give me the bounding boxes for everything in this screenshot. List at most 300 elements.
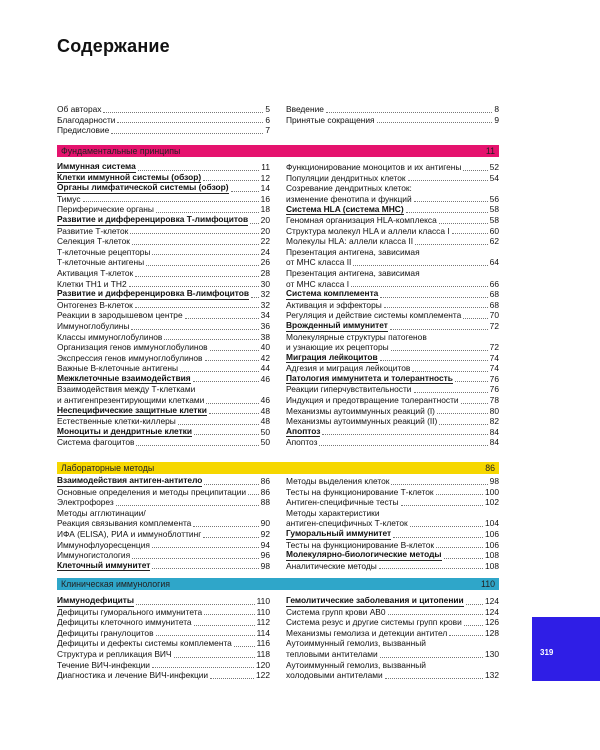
toc-entry[interactable]	[286, 395, 499, 406]
toc-heading[interactable]	[57, 476, 270, 487]
toc-entry[interactable]	[286, 487, 499, 498]
toc-entry[interactable]	[57, 628, 270, 639]
toc-entry-page: 72	[489, 342, 499, 353]
toc-entry-title: и узнающие их рецепторы	[286, 342, 389, 353]
toc-entry[interactable]	[57, 247, 270, 258]
toc-entry-title: Структура и репликация ВИЧ	[57, 648, 172, 659]
toc-entry-title: Апоптоз	[286, 437, 318, 448]
toc-entry[interactable]	[57, 617, 270, 628]
toc-entry[interactable]	[286, 561, 499, 572]
toc-entry-title: Антиген-специфичные тесты	[286, 497, 399, 508]
toc-entry-title: Популяции дендритных клеток	[286, 172, 406, 183]
toc-heading[interactable]	[57, 561, 270, 572]
toc-entry[interactable]	[57, 487, 270, 498]
dot-leader	[319, 445, 487, 446]
toc-entry-title: от MHC класса I	[286, 278, 350, 289]
toc-entry[interactable]	[286, 226, 499, 237]
toc-entry-page: 12	[260, 172, 270, 183]
toc-entry-title: Аутоиммунный гемолиз, вызванный	[286, 659, 426, 670]
dot-leader	[322, 434, 487, 435]
toc-entry-page: 58	[489, 214, 499, 225]
toc-entry[interactable]	[286, 173, 499, 184]
section-title: Лабораторные методы	[61, 463, 155, 473]
dot-leader	[178, 424, 259, 425]
toc-entry-page: 122	[256, 670, 270, 681]
toc-entry-title: Взаимодействия между Т-клетками	[57, 384, 196, 395]
toc-entry-title: Презентация антигена, зависимая	[286, 246, 420, 257]
toc-entry-title: Система HLA (система MHC)	[286, 203, 404, 214]
section-band-fundamentals[interactable]	[57, 145, 499, 157]
toc-entry-page: 11	[261, 162, 270, 172]
toc-entry-page: 18	[260, 204, 270, 215]
toc-entry-page: 46	[260, 395, 270, 406]
toc-entry[interactable]	[57, 332, 270, 343]
toc-entry-page: 124	[485, 606, 499, 617]
dot-leader	[436, 547, 483, 548]
toc-entry-title: антиген-специфичных Т-клеток	[286, 518, 408, 529]
toc-entry-page: 16	[260, 193, 270, 204]
toc-entry-title: Онтогенез В-клеток	[57, 299, 133, 310]
toc-entry-title: тепловыми антителами	[286, 648, 378, 659]
toc-entry-title: Течение ВИЧ-инфекции	[57, 659, 150, 670]
toc-entry-title: Иммунодефициты	[57, 595, 135, 606]
dot-leader	[401, 505, 483, 506]
toc-entry-title: Презентация антигена, зависимая	[286, 267, 420, 278]
toc-entry-page: 98	[489, 476, 499, 486]
toc-entry-page: 112	[256, 617, 270, 628]
toc-entry-title: изменение фенотипа и функций	[286, 193, 412, 204]
dot-leader	[380, 297, 487, 298]
toc-entry-page: 102	[485, 497, 499, 508]
toc-entry-page: 30	[260, 278, 270, 289]
toc-entry-page: 92	[260, 528, 270, 539]
toc-heading[interactable]	[286, 529, 499, 540]
toc-entry-page: 124	[485, 596, 499, 606]
toc-entry-page: 100	[485, 486, 499, 497]
toc-entry[interactable]	[286, 115, 499, 126]
toc-entry[interactable]	[57, 607, 270, 618]
toc-entry[interactable]	[57, 226, 270, 237]
toc-entry-page: 20	[260, 225, 270, 236]
toc-entry-title: Индукция и предотвращение толерантности	[286, 395, 459, 406]
dot-leader	[437, 413, 488, 414]
toc-heading[interactable]	[286, 289, 499, 300]
toc-entry-page: 28	[260, 267, 270, 278]
dot-leader	[449, 635, 483, 636]
toc-entry-title: Методы характеристики	[286, 507, 380, 518]
dot-leader	[164, 339, 258, 340]
toc-heading[interactable]	[286, 204, 499, 215]
toc-entry-title: Геномная организация HLA-комплекса	[286, 214, 437, 225]
toc-heading[interactable]	[286, 550, 499, 561]
toc-entry-page: 132	[485, 670, 499, 681]
toc-entry-page: 14	[260, 183, 270, 194]
toc-heading[interactable]	[57, 596, 270, 607]
toc-entry-page: 68	[489, 289, 499, 300]
dot-leader	[116, 505, 259, 506]
toc-entry-page: 64	[489, 257, 499, 268]
toc-entry-page: 120	[256, 659, 270, 670]
toc-entry-title: Молекулярно-биологические методы	[286, 549, 442, 560]
toc-entry-title: Иммуногистология	[57, 550, 131, 561]
dot-leader	[436, 494, 483, 495]
toc-entry[interactable]	[57, 353, 270, 364]
dot-leader	[415, 244, 488, 245]
dot-leader	[414, 201, 488, 202]
toc-entry[interactable]	[286, 628, 499, 639]
toc-entry[interactable]	[286, 162, 499, 173]
toc-entry-title: Система групп крови AB0	[286, 606, 386, 617]
dot-leader	[412, 371, 487, 372]
toc-entry-title: холодовыми антителами	[286, 670, 383, 681]
toc-entry-title: Клетки иммунной системы (обзор)	[57, 171, 202, 182]
toc-entry-title: Иммунная система	[57, 161, 136, 172]
front-matter-left	[57, 104, 270, 136]
page-title: Содержание	[57, 36, 170, 56]
toc-heading[interactable]	[57, 183, 270, 194]
toc-entry-title: Молекулярные структуры патогенов	[286, 331, 427, 342]
dot-leader	[156, 635, 255, 636]
toc-entry-title: Тимус	[57, 193, 81, 204]
toc-entry-page: 70	[489, 310, 499, 321]
dot-leader	[384, 307, 488, 308]
toc-entry[interactable]	[286, 247, 499, 258]
toc-entry[interactable]	[286, 497, 499, 508]
toc-entry[interactable]	[57, 194, 270, 205]
dot-leader	[193, 526, 258, 527]
toc-entry-page: 50	[260, 437, 270, 448]
dot-leader	[461, 403, 488, 404]
toc-entry[interactable]	[286, 104, 499, 115]
toc-entry-title: Механизмы аутоиммунных реакций (II)	[286, 416, 438, 427]
toc-entry-title: Об авторах	[57, 104, 102, 114]
dot-leader	[391, 484, 487, 485]
toc-entry[interactable]	[286, 508, 499, 519]
toc-entry[interactable]	[286, 300, 499, 311]
section-band-lab-methods[interactable]	[57, 462, 499, 474]
toc-entry-title: Механизмы аутоиммунных реакций (I)	[286, 405, 435, 416]
toc-entry-page: 7	[265, 125, 270, 136]
toc-entry-title: Регуляция и действие системы комплемента	[286, 310, 462, 321]
toc-entry-title: Система резус и другие системы групп крови	[286, 617, 462, 628]
toc-entry-title: Активация и эффекторы	[286, 299, 382, 310]
dot-leader	[326, 112, 492, 113]
toc-heading[interactable]	[57, 162, 270, 173]
toc-entry-title: Электрофорез	[57, 497, 114, 508]
toc-entry[interactable]	[57, 125, 270, 136]
toc-entry-title: Органы лимфатической системы (обзор)	[57, 182, 229, 193]
toc-entry-page: 74	[489, 363, 499, 374]
toc-heading[interactable]	[286, 353, 499, 364]
dot-leader	[152, 254, 258, 255]
toc-entry-page: 34	[260, 310, 270, 321]
toc-entry-title: Реакции гиперчувствительности	[286, 384, 412, 395]
toc-entry-title: Механизмы гемолиза и детекции антител	[286, 627, 448, 638]
toc-entry[interactable]	[57, 236, 270, 247]
toc-entry-title: Благодарности	[57, 114, 116, 125]
toc-entry-page: 84	[489, 426, 499, 437]
toc-entry[interactable]	[57, 321, 270, 332]
toc-entry[interactable]	[286, 236, 499, 247]
dot-leader	[410, 526, 483, 527]
toc-entry-page: 8	[494, 104, 499, 114]
dot-leader	[204, 484, 258, 485]
toc-heading[interactable]	[286, 596, 499, 607]
dot-leader	[129, 286, 259, 287]
dot-leader	[452, 233, 488, 234]
toc-entry-page: 48	[260, 416, 270, 427]
toc-entry-title: Тесты на функционирование Т-клеток	[286, 486, 434, 497]
toc-entry[interactable]	[57, 638, 270, 649]
toc-entry-title: Аутоиммунный гемолиз, вызванный	[286, 638, 426, 649]
toc-entry-title: Созревание дендритных клеток:	[286, 183, 412, 194]
dot-leader	[414, 392, 488, 393]
toc-entry[interactable]	[286, 257, 499, 268]
dot-leader	[204, 614, 255, 615]
section-band-clinical[interactable]	[57, 578, 499, 590]
dot-leader	[251, 297, 259, 298]
section-lab-methods-left	[57, 476, 270, 571]
dot-leader	[135, 276, 258, 277]
toc-entry[interactable]	[286, 638, 499, 649]
toc-entry-page: 5	[265, 104, 270, 114]
toc-entry[interactable]	[57, 104, 270, 115]
toc-entry-page: 110	[256, 606, 270, 617]
toc-entry-title: Иммуноглобулины	[57, 320, 130, 331]
toc-entry[interactable]	[57, 310, 270, 321]
toc-entry[interactable]	[286, 332, 499, 343]
toc-entry-page: 6	[265, 114, 270, 125]
toc-entry-title: Дефициты и дефекты системы комплемента	[57, 638, 232, 649]
toc-entry-title: Патология иммунитета и толерантность	[286, 373, 453, 384]
toc-entry-title: Система фагоцитов	[57, 437, 135, 448]
dot-leader	[132, 558, 259, 559]
toc-entry-page: 86	[260, 476, 270, 486]
dot-leader	[353, 265, 487, 266]
toc-heading[interactable]	[57, 406, 270, 417]
toc-entry-title: Миграция лейкоцитов	[286, 351, 378, 362]
toc-entry-title: Активация Т-клеток	[57, 267, 134, 278]
dot-leader	[351, 286, 488, 287]
toc-entry-page: 24	[260, 246, 270, 257]
dot-leader	[209, 413, 259, 414]
toc-entry[interactable]	[57, 268, 270, 279]
toc-entry[interactable]	[57, 437, 270, 448]
toc-heading[interactable]	[286, 374, 499, 385]
toc-entry-title: Клетки TH1 и TH2	[57, 278, 127, 289]
toc-entry-title: от MHC класса II	[286, 257, 352, 268]
toc-entry-page: 9	[494, 114, 499, 125]
toc-entry[interactable]	[57, 115, 270, 126]
dot-leader	[180, 371, 259, 372]
toc-entry[interactable]	[57, 508, 270, 519]
toc-entry-title: Тесты на функционирование В-клеток	[286, 539, 435, 550]
section-title: Клиническая иммунология	[61, 579, 171, 589]
toc-entry-page: 46	[260, 373, 270, 384]
toc-entry-title: Гемолитические заболевания и цитопении	[286, 595, 464, 606]
dot-leader	[231, 191, 259, 192]
toc-entry-title: Развитие и дифференцировка Т-лимфоцитов	[57, 214, 249, 225]
toc-entry-page: 38	[260, 331, 270, 342]
section-page: 11	[485, 146, 495, 156]
toc-entry[interactable]	[286, 406, 499, 417]
toc-entry-title: Селекция Т-клеток	[57, 236, 130, 247]
toc-entry-page: 118	[256, 648, 270, 659]
toc-heading[interactable]	[57, 289, 270, 300]
dot-leader	[203, 180, 259, 181]
toc-entry-page: 106	[485, 539, 499, 550]
toc-entry-title: Развитие Т-клеток	[57, 225, 129, 236]
dot-leader	[185, 318, 259, 319]
toc-entry[interactable]	[57, 670, 270, 681]
toc-entry[interactable]	[57, 649, 270, 660]
toc-entry-page: 104	[485, 518, 499, 529]
toc-heading[interactable]	[286, 427, 499, 438]
dot-leader	[138, 170, 259, 171]
dot-leader	[152, 547, 259, 548]
toc-entry-page: 128	[485, 627, 499, 638]
toc-entry-title: и антигенпрезентирующими клетками	[57, 395, 205, 406]
toc-entry-title: Дефициты гуморального иммунитета	[57, 606, 203, 617]
toc-entry-title: Врожденный иммунитет	[286, 320, 388, 331]
dot-leader	[393, 537, 483, 538]
toc-entry-page: 74	[489, 352, 499, 363]
dot-leader	[380, 657, 483, 658]
dot-leader	[439, 223, 488, 224]
dot-leader	[248, 494, 259, 495]
toc-entry[interactable]	[57, 300, 270, 311]
toc-entry-page: 76	[489, 384, 499, 395]
dot-leader	[385, 678, 483, 679]
toc-entry-page: 130	[485, 648, 499, 659]
toc-entry-title: Предисловие	[57, 125, 110, 136]
toc-entry-page: 72	[489, 320, 499, 331]
dot-leader	[174, 657, 255, 658]
toc-heading[interactable]	[57, 215, 270, 226]
toc-entry-title: Естественные клетки-киллеры	[57, 416, 176, 427]
dot-leader	[152, 667, 254, 668]
toc-entry-title: Т-клеточные антигены	[57, 257, 145, 268]
toc-entry-page: 106	[485, 528, 499, 539]
toc-entry-title: Методы выделения клеток	[286, 476, 390, 486]
toc-entry-title: Система комплемента	[286, 288, 379, 299]
toc-entry-page: 88	[260, 497, 270, 508]
toc-entry-page: 80	[489, 405, 499, 416]
toc-entry-page: 96	[260, 550, 270, 561]
toc-entry-title: Введение	[286, 104, 324, 114]
dot-leader	[444, 558, 483, 559]
toc-entry-title: Дефициты клеточного иммунитета	[57, 617, 192, 628]
toc-entry[interactable]	[57, 342, 270, 353]
toc-entry[interactable]	[57, 257, 270, 268]
dot-leader	[390, 329, 488, 330]
toc-entry[interactable]	[286, 670, 499, 681]
toc-entry-title: Структура молекул HLA и аллели класса I	[286, 225, 450, 236]
toc-entry-page: 32	[260, 299, 270, 310]
toc-entry[interactable]	[57, 529, 270, 540]
toc-entry[interactable]	[57, 660, 270, 671]
toc-entry-title: Адгезия и миграция лейкоцитов	[286, 363, 411, 374]
toc-entry-title: Гуморальный иммунитет	[286, 528, 392, 539]
toc-entry-title: Организация генов иммуноглобулинов	[57, 342, 208, 353]
dot-leader	[463, 318, 487, 319]
toc-entry-page: 60	[489, 225, 499, 236]
toc-heading[interactable]	[57, 427, 270, 438]
toc-entry[interactable]	[286, 384, 499, 395]
toc-entry[interactable]	[286, 194, 499, 205]
dot-leader	[250, 223, 259, 224]
toc-entry[interactable]	[286, 607, 499, 618]
toc-entry-page: 126	[485, 617, 499, 628]
toc-entry-page: 50	[260, 426, 270, 437]
dot-leader	[111, 133, 263, 134]
toc-entry-page: 66	[489, 278, 499, 289]
toc-entry-page: 42	[260, 352, 270, 363]
toc-entry[interactable]	[57, 540, 270, 551]
toc-entry-page: 62	[489, 236, 499, 247]
toc-entry-page: 22	[260, 236, 270, 247]
toc-heading[interactable]	[286, 321, 499, 332]
page-number: 319	[540, 648, 554, 657]
toc-entry-title: Методы агглютинации/	[57, 507, 146, 518]
toc-heading[interactable]	[57, 374, 270, 385]
toc-entry-title: Функционирование моноцитов и их антигены	[286, 162, 462, 172]
toc-entry-title: Аналитические методы	[286, 560, 377, 571]
toc-entry[interactable]	[286, 649, 499, 660]
toc-entry[interactable]	[286, 215, 499, 226]
dot-leader	[205, 360, 259, 361]
toc-entry-title: Т-клеточные рецепторы	[57, 246, 151, 257]
toc-entry-title: Апоптоз	[286, 426, 321, 437]
dot-leader	[103, 112, 263, 113]
dot-leader	[463, 170, 487, 171]
toc-entry-title: Принятые сокращения	[286, 114, 375, 125]
toc-entry-page: 114	[256, 627, 270, 638]
toc-entry[interactable]	[57, 497, 270, 508]
toc-entry[interactable]	[286, 437, 499, 448]
toc-entry-page: 48	[260, 405, 270, 416]
section-clinical-right	[286, 596, 499, 681]
section-clinical-left	[57, 596, 270, 681]
section-fundamentals-left	[57, 162, 270, 448]
dot-leader	[83, 201, 259, 202]
section-title: Фундаментальные принципы	[61, 146, 181, 156]
section-lab-methods-right	[286, 476, 499, 571]
toc-entry-page: 78	[489, 395, 499, 406]
dot-leader	[136, 604, 255, 605]
toc-entry-page: 56	[489, 193, 499, 204]
toc-entry[interactable]	[286, 476, 499, 487]
dot-leader	[146, 265, 259, 266]
toc-entry[interactable]	[57, 518, 270, 529]
dot-leader	[132, 244, 259, 245]
dot-leader	[408, 180, 488, 181]
toc-entry-title: Важные В-клеточные антигены	[57, 363, 179, 374]
dot-leader	[377, 122, 493, 123]
dot-leader	[203, 537, 258, 538]
toc-entry[interactable]	[286, 183, 499, 194]
toc-entry-title: Взаимодействия антиген-антитело	[57, 475, 203, 486]
toc-entry[interactable]	[57, 384, 270, 395]
toc-entry-page: 98	[260, 560, 270, 571]
dot-leader	[388, 614, 483, 615]
toc-entry[interactable]	[286, 268, 499, 279]
toc-entry-title: Развитие и дифференцировка В-лимфоцитов	[57, 288, 250, 299]
toc-entry[interactable]	[286, 617, 499, 628]
toc-entry-title: Реакция связывания комплемента	[57, 518, 192, 529]
page-number-tab	[532, 617, 600, 681]
toc-entry[interactable]	[286, 660, 499, 671]
